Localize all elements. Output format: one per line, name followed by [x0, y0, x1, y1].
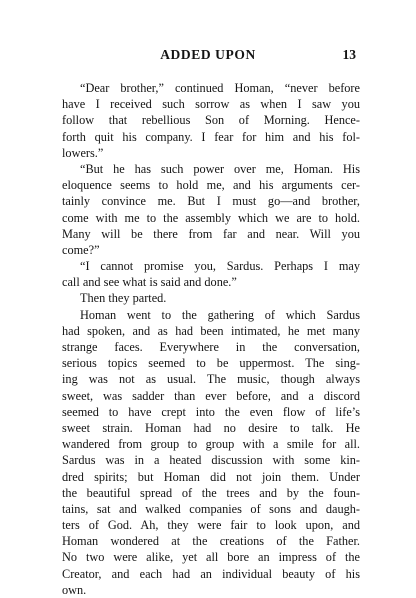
text-line: the beautiful spread of the trees and by the foun-	[62, 485, 360, 500]
text-line: ing was not as usual. The music, though always	[62, 372, 360, 387]
paragraph	[62, 80, 360, 161]
text-line: own.	[62, 582, 87, 597]
paragraph	[62, 290, 360, 306]
text-line: Creator, and each had an individual beauty of his	[62, 566, 360, 581]
text-line: Homan wondered at the creations of the Father.	[62, 534, 360, 549]
text-line: sweet, was sadder than ever before, and a discord	[62, 388, 360, 403]
body-text	[62, 80, 360, 598]
running-head	[58, 47, 358, 63]
page-number: 13	[342, 47, 356, 62]
text-line: have I received such sorrow as when I saw you	[62, 97, 360, 112]
text-line: “Dear brother,” continued Homan, “never before	[80, 81, 360, 95]
text-line: sweet strain. Homan had no desire to talk. He	[62, 420, 360, 435]
text-line: seemed to have crept into the even flow of life’s	[62, 404, 360, 419]
text-line: forth quit his company. I fear for him and his fol-	[62, 129, 360, 144]
text-line: ters of God. Ah, they were fair to look upon, and	[62, 518, 360, 533]
text-line: tainly convince me. But I must go—and brother,	[62, 194, 360, 209]
text-line: Many will be there from far and near. Will you	[62, 226, 360, 241]
text-line: No two were alike, yet all bore an impress of the	[62, 550, 360, 565]
text-line: Then they parted.	[80, 291, 167, 306]
paragraph	[62, 161, 360, 258]
text-line: call and see what is said and done.”	[62, 275, 237, 290]
text-line: come with me to the assembly which we are to hold.	[62, 210, 360, 225]
text-line: strange faces. Everywhere in the conversation,	[62, 340, 360, 354]
text-line: come?”	[62, 242, 100, 257]
text-line: tains, sat and walked companies of sons and daugh-	[62, 501, 360, 516]
text-line: lowers.”	[62, 145, 104, 160]
text-line: dred spirits; but Homan did not join them. Under	[62, 469, 360, 484]
paragraph	[62, 258, 360, 290]
text-line: eloquence seems to hold me, and his arguments cer-	[62, 178, 360, 193]
text-line: follow that rebellious Son of Morning. Hence-	[62, 113, 360, 128]
text-line: Homan went to the gathering of which Sardus	[80, 307, 360, 322]
text-line: “I cannot promise you, Sardus. Perhaps I may	[80, 259, 360, 274]
running-head-title: ADDED UPON	[160, 47, 256, 62]
text-line: Sardus was in a heated discussion with some kin-	[62, 453, 360, 468]
text-line: wandered from group to group with a smile for all.	[62, 437, 360, 452]
text-line: “But he has such power over me, Homan. His	[80, 161, 360, 176]
text-line: serious topics seemed to be uppermost. The sing-	[62, 356, 360, 371]
paragraph	[62, 307, 360, 598]
text-line: had spoken, and as had been intimated, he met many	[62, 323, 360, 338]
